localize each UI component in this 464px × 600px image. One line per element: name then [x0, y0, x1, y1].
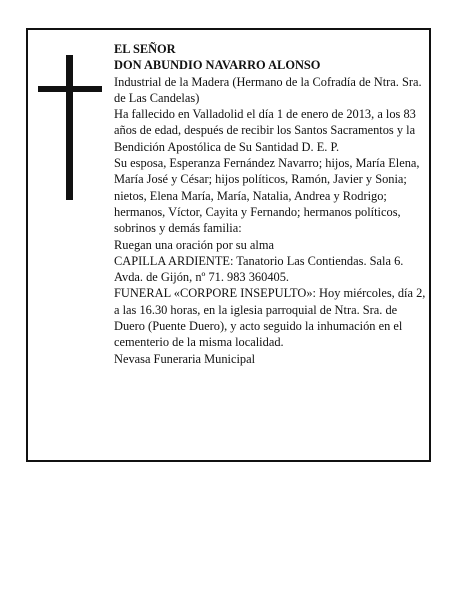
family-list: Su esposa, Esperanza Fernández Navarro; hijos, María Elena, María José y César; hijos políticos, Ramón, Javier y Sonia; nietos, Elena María, María, Natalia, Andrea y Rodrigo; hermanos, Víctor, Cayita y Fernando; hermanos políticos, sobrinos y demás familia: [114, 156, 420, 236]
funeral-info: FUNERAL «CORPORE INSEPULTO»: Hoy miércoles, día 2, a las 16.30 horas, en la iglesia parroquial de Ntra. Sra. de Duero (Puente Duero), y acto seguido la inhumación en el cementerio de la misma localidad. [114, 286, 426, 350]
deceased-name: DON ABUNDIO NAVARRO ALONSO [114, 58, 321, 73]
notice-text [114, 41, 430, 367]
death-statement: Ha fallecido en Valladolid el día 1 de enero de 2013, a los 83 años de edad, después de recibir los Santos Sacramentos y la Bendición Apostólica de Su Santidad D. E. P. [114, 107, 416, 154]
prayer-request: Ruegan una oración por su alma [114, 237, 274, 252]
cross-horizontal-bar [38, 86, 102, 92]
cross-vertical-bar [66, 55, 73, 200]
funeral-home: Nevasa Funeraria Municipal [114, 351, 256, 366]
latin-cross-icon [38, 55, 102, 200]
obituary-notice [26, 28, 431, 462]
deceased-occupation: Industrial de la Madera (Hermano de la Cofradía de Ntra. Sra. de Las Candelas) [114, 74, 422, 105]
deceased-title: EL SEÑOR [114, 42, 176, 56]
chapel-info: CAPILLA ARDIENTE: Tanatorio Las Contiendas. Sala 6. Avda. de Gijón, nº 71. 983 360405. [114, 253, 404, 285]
